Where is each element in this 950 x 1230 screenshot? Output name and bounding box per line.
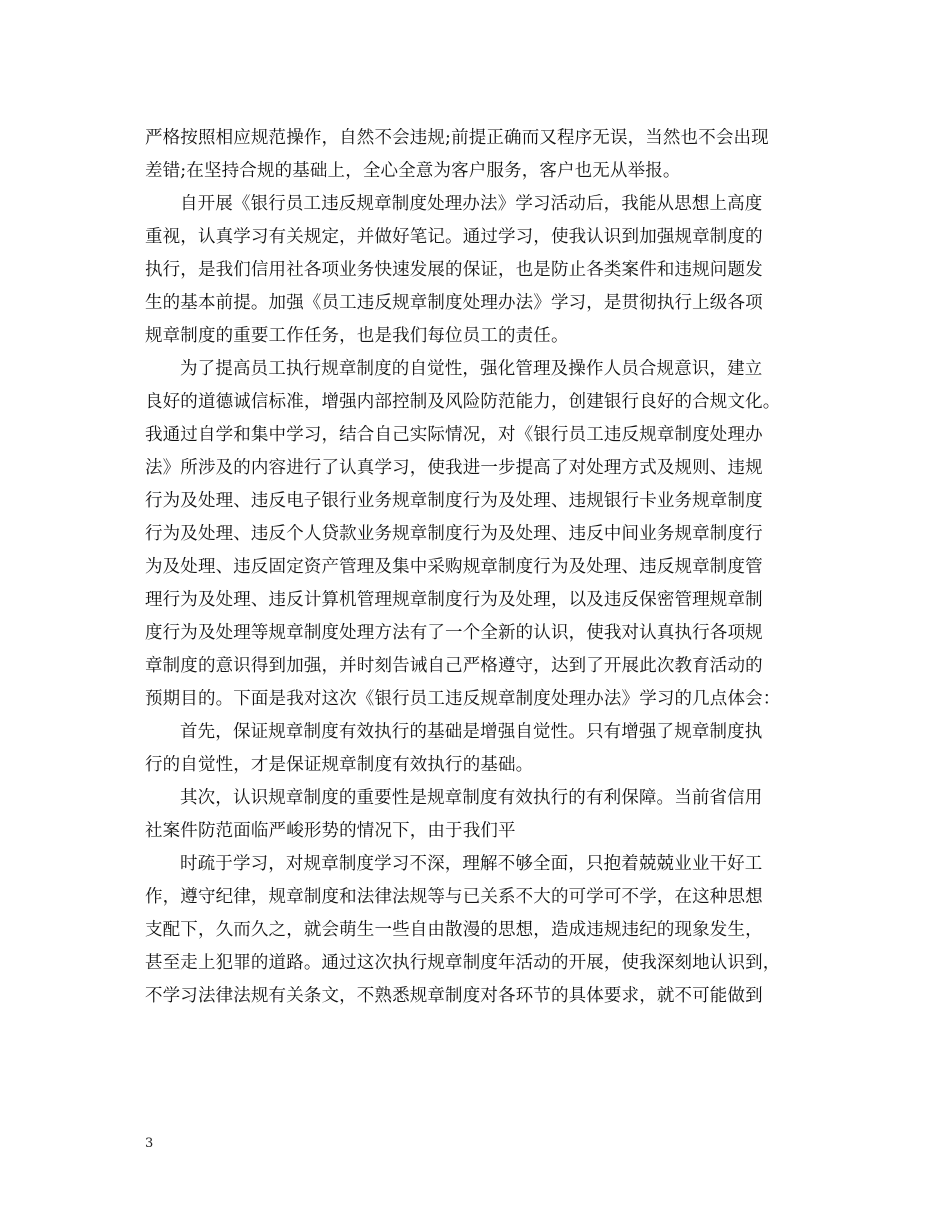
text-line: 行为及处理、违反电子银行业务规章制度行为及处理、违规银行卡业务规章制度 <box>145 491 763 511</box>
text-line: 行为及处理、违反个人贷款业务规章制度行为及处理、违反中间业务规章制度行 <box>145 524 763 544</box>
paragraph-start-line: 首先，保证规章制度有效执行的基础是增强自觉性。只有增强了规章制度执 <box>180 722 763 742</box>
text-line: 支配下，久而久之，就会萌生一些自由散漫的思想，造成违规违纪的现象发生， <box>145 920 763 940</box>
text-line: 社案件防范面临严峻形势的情况下，由于我们平 <box>145 821 516 841</box>
body-text <box>145 122 810 1013</box>
text-line: 生的基本前提。加强《员工违反规章制度处理办法》学习，是贯彻执行上级各项 <box>145 293 763 313</box>
text-line: 执行，是我们信用社各项业务快速发展的保证，也是防止各类案件和违规问题发 <box>145 260 763 280</box>
text-line: 我通过自学和集中学习，结合自己实际情况，对《银行员工违反规章制度处理办 <box>145 425 763 445</box>
text-line: 差错;在坚持合规的基础上，全心全意为客户服务，客户也无从举报。 <box>145 161 681 181</box>
text-line: 理行为及处理、违反计算机管理规章制度行为及处理，以及违反保密管理规章制 <box>145 590 763 610</box>
text-line: 法》所涉及的内容进行了认真学习，使我进一步提高了对处理方式及规则、违规 <box>145 458 763 478</box>
text-line: 章制度的意识得到加强，并时刻告诫自己严格遵守，达到了开展此次教育活动的 <box>145 656 763 676</box>
text-line: 甚至走上犯罪的道路。通过这次执行规章制度年活动的开展，使我深刻地认识到， <box>145 953 781 973</box>
paragraph-start-line: 时疏于学习，对规章制度学习不深，理解不够全面，只抱着兢兢业业干好工 <box>180 854 763 874</box>
text-line: 严格按照相应规范操作，自然不会违规;前提正确而又程序无误，当然也不会出现 <box>145 128 769 148</box>
paragraph-start-line: 其次，认识规章制度的重要性是规章制度有效执行的有利保障。当前省信用 <box>180 788 763 808</box>
paragraph-start-line: 自开展《银行员工违反规章制度处理办法》学习活动后，我能从思想上高度 <box>180 194 763 214</box>
text-line: 行的自觉性，才是保证规章制度有效执行的基础。 <box>145 755 534 775</box>
text-line: 规章制度的重要工作任务，也是我们每位员工的责任。 <box>145 326 569 346</box>
text-line: 重视，认真学习有关规定，并做好笔记。通过学习，使我认识到加强规章制度的 <box>145 227 763 247</box>
page-number: 3 <box>145 1136 154 1151</box>
text-line: 预期目的。下面是我对这次《银行员工违反规章制度处理办法》学习的几点体会： <box>145 689 781 709</box>
text-line: 为及处理、违反固定资产管理及集中采购规章制度行为及处理、违反规章制度管 <box>145 557 763 577</box>
text-line: 度行为及处理等规章制度处理方法有了一个全新的认识，使我对认真执行各项规 <box>145 623 763 643</box>
text-line: 不学习法律法规有关条文，不熟悉规章制度对各环节的具体要求，就不可能做到 <box>145 986 763 1006</box>
text-line: 良好的道德诚信标准，增强内部控制及风险防范能力，创建银行良好的合规文化。 <box>145 392 781 412</box>
text-line: 作，遵守纪律，规章制度和法律法规等与已关系不大的可学可不学，在这种思想 <box>145 887 763 907</box>
paragraph-start-line: 为了提高员工执行规章制度的自觉性，强化管理及操作人员合规意识，建立 <box>180 359 763 379</box>
